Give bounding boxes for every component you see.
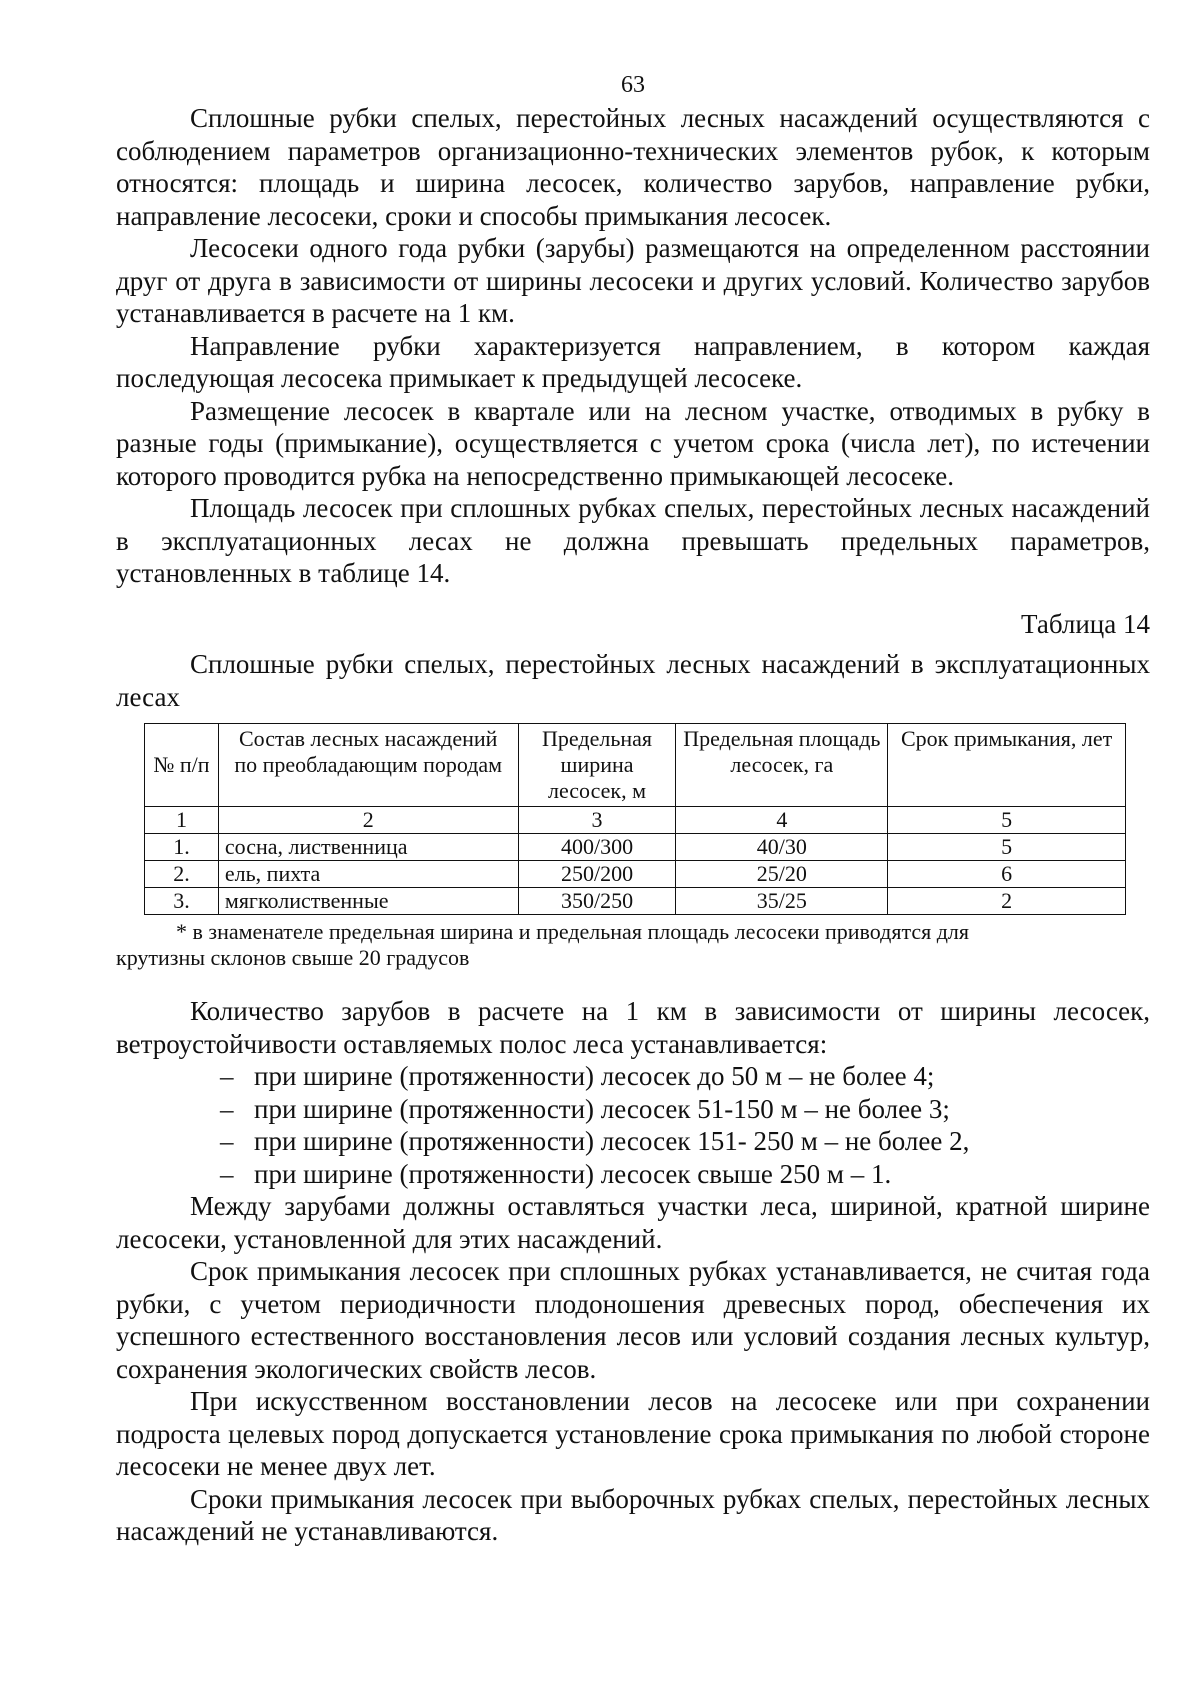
list-item-text: при ширине (протяженности) лесосек до 50 м – не более 4; [254,1061,935,1091]
list-dash: – [220,1126,234,1156]
list-item [220,1060,1150,1093]
table-cell: 2. [145,861,219,888]
column-number: 4 [676,807,888,834]
table-cell: 250/200 [518,861,676,888]
table-cell: 25/20 [676,861,888,888]
dash-list [116,1060,1150,1190]
table-cell: 3. [145,888,219,915]
paragraph: Сроки примыкания лесосек при выборочных рубках спелых, перестойных лесных насаждений не устанавливаются. [116,1483,1150,1546]
table-title: Сплошные рубки спелых, перестойных лесных насаждений в эксплуатационных лесах [116,649,1150,712]
table-cell: 6 [888,861,1126,888]
paragraph: Размещение лесосек в квартале или на лесном участке, отводимых в рубку в разные годы (примыкание), осуществляется с учетом срока (числа лет), по истечении которого проводится рубка на непосредственно примыкающей лесосеке. [116,395,1150,491]
column-number: 1 [145,807,219,834]
header-cell-composition: Состав лесных насаждений по преобладающим породам [218,724,518,807]
page-number: 63 [621,72,645,98]
table-cell: сосна, лиственница [218,834,518,861]
table-cell: 2 [888,888,1126,915]
footnote-line: крутизны склонов свыше 20 градусов [116,945,470,970]
column-number: 5 [888,807,1126,834]
paragraph: Срок примыкания лесосек при сплошных рубках устанавливается, не считая года рубки, с учетом периодичности плодоношения древесных пород, обеспечения их успешного естественного восстановления лесов или условий создания лесных культур, сохранения экологических свойств лесов. [116,1256,1150,1384]
table-cell: ель, пихта [218,861,518,888]
header-cell-width: Предельная ширина лесосек, м [518,724,676,807]
column-number: 2 [218,807,518,834]
list-item-text: при ширине (протяженности) лесосек свыше 250 м – 1. [254,1158,892,1189]
table-cell: 1. [145,834,219,861]
table-row [145,834,1126,861]
paragraph: Направление рубки характеризуется направлением, в котором каждая последующая лесосека примыкает к предыдущей лесосеке. [116,330,1150,393]
header-cell-term: Срок примыкания, лет [888,724,1126,807]
paragraph: Лесосеки одного года рубки (зарубы) размещаются на определенном расстоянии друг от друга в зависимости от ширины лесосеки и других условий. Количество зарубов устанавливается в расчете на 1 км. [116,233,1150,328]
paragraph: Сплошные рубки спелых, перестойных лесных насаждений осуществляются с соблюдением параметров организационно-технических элементов рубок, к которым относятся: площадь и ширина лесосек, количество зарубов, направление рубки, направление лесосеки, сроки и способы примыкания лесосек. [116,103,1150,231]
table-cell: 5 [888,834,1126,861]
table-footnote [116,919,1150,971]
table-cell: мягколиственные [218,888,518,915]
list-dash: – [220,1093,234,1124]
paragraph: Площадь лесосек при сплошных рубках спелых, перестойных лесных насаждений в эксплуатационных лесах не должна превышать предельных параметров, установленных в таблице 14. [116,493,1150,588]
table-cell: 350/250 [518,888,676,915]
table-header-row [145,724,1126,807]
paragraph: Количество зарубов в расчете на 1 км в зависимости от ширины лесосек, ветроустойчивости оставляемых полос леса устанавливается: [116,996,1150,1059]
list-dash: – [220,1158,234,1189]
table-row [145,888,1126,915]
list-item-text: при ширине (протяженности) лесосек 51-150 м – не более 3; [254,1093,950,1124]
table-cell: 40/30 [676,834,888,861]
parameters-table [144,723,1126,915]
table-row [145,861,1126,888]
list-item [220,1125,1150,1158]
header-cell-number: № п/п [145,724,219,807]
list-item-text: при ширине (протяженности) лесосек 151- 250 м – не более 2, [254,1126,970,1156]
paragraph: При искусственном восстановлении лесов на лесосеке или при сохранении подроста целевых пород допускается установление срока примыкания по любой стороне лесосеки не менее двух лет. [116,1386,1150,1481]
list-item [220,1158,1150,1191]
table-cell: 400/300 [518,834,676,861]
list-item [220,1093,1150,1126]
list-dash: – [220,1061,234,1091]
table-column-number-row [145,807,1126,834]
table-cell: 35/25 [676,888,888,915]
document-page [116,70,1150,1548]
paragraph: Между зарубами должны оставляться участки леса, шириной, кратной ширине лесосеки, установленной для этих насаждений. [116,1191,1150,1254]
table-label: Таблица 14 [1021,608,1150,639]
footnote-line: * в знаменателе предельная ширина и предельная площадь лесосеки приводятся для [176,919,970,944]
column-number: 3 [518,807,676,834]
header-cell-area: Предельная площадь лесосек, га [676,724,888,807]
